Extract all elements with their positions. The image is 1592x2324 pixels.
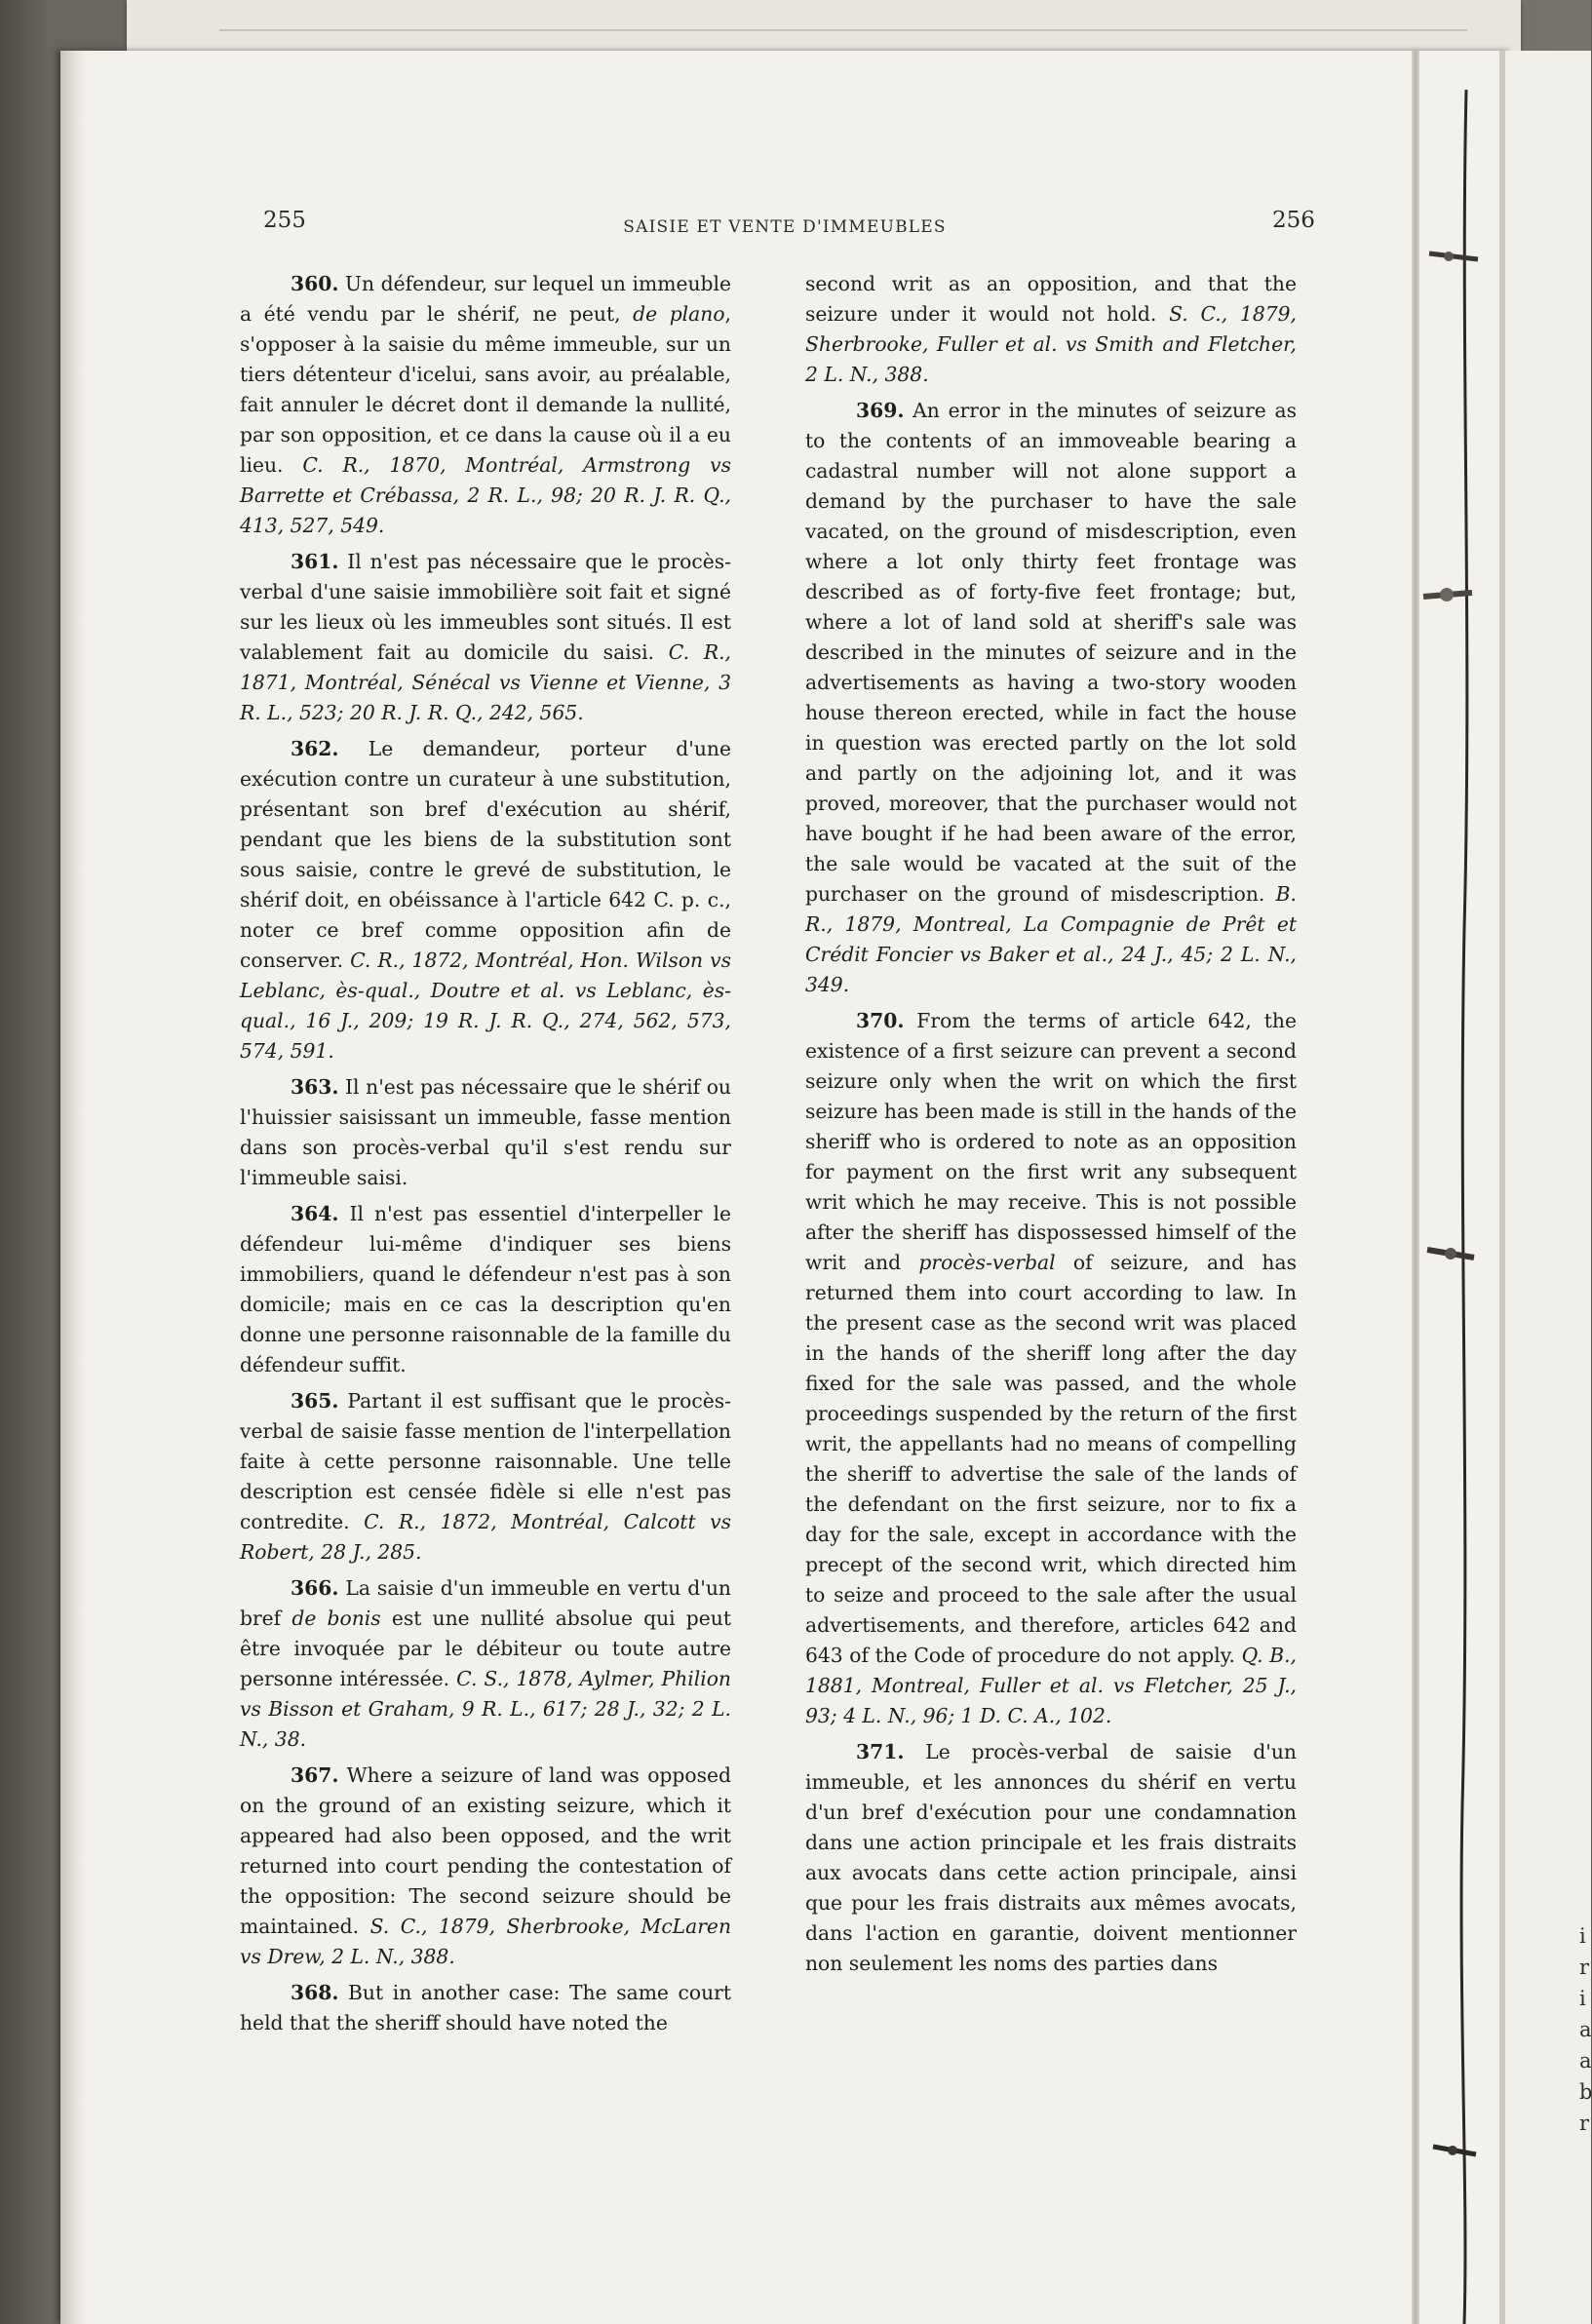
paragraph-text: Le demandeur, porteur d'une exécution contre un curateur à une substitution, présentant son bref d'exécution au shérif, pendant que les biens de la substitution sont sous saisie, contre le grevé de substitution, le shérif doit, en obéissance à l'article 642 C. p. c., noter ce bref comme opposition afin de conserver. [240,737,731,972]
paragraph-number: 370. [856,1009,905,1032]
running-title: SAISIE ET VENTE D'IMMEUBLES [623,217,947,237]
paragraph-text: Il n'est pas nécessaire que le procès-verbal d'une saisie immobilière soit fait et signé sur les lieux où les immeubles sont situés. Il est valablement fait au domicile du saisi. [240,550,731,664]
paragraph-italic: procès-verbal [918,1251,1056,1274]
left-column [240,269,731,2044]
paragraph-368 [240,1978,731,2038]
case-citation: B. R., 1879, Montreal, La Compagnie de Prêt et Crédit Foncier vs Baker et al., 24 J., 45; 2 L. N., 349. [805,882,1297,996]
paragraph-369 [805,396,1297,1000]
paragraph-360 [240,269,731,541]
paragraph-367 [240,1761,731,1972]
paragraph-371 [805,1737,1297,1979]
page-number-right: 256 [1272,208,1315,233]
paragraph-italic: de bonis [291,1607,381,1630]
fragment-line: a [1579,2018,1592,2041]
case-citation: C. S., 1878, Aylmer, Philion vs Bisson et Graham, 9 R. L., 617; 28 J., 32; 2 L. N., 38. [240,1667,731,1751]
page-number-left: 255 [263,208,306,233]
paragraph-text: , s'opposer à la saisie du même immeuble, sur un tiers détenteur d'icelui, sans avoir, au préalable, fait annuler le décret dont il demande la nullité, par son opposition, et ce dans la cause où il a eu lieu. [240,302,731,477]
paragraph-text: La saisie d'un immeuble en vertu d'un bref [240,1576,731,1630]
paragraph-number: 364. [291,1202,339,1225]
fragment-line: b [1579,2080,1592,2104]
paragraph-number: 361. [291,550,339,573]
paragraph-text: Partant il est suffisant que le procès-verbal de saisie fasse mention de l'interpellation faite à cette personne raisonnable. Une telle description est censée fidèle si elle n'est pas contredite. [240,1389,731,1533]
paragraph-number: 362. [291,737,339,760]
paragraph-text: second writ as an opposition, and that the seizure under it would not hold. [805,272,1297,326]
case-citation: S. C., 1879, Sherbrooke, McLaren vs Drew, 2 L. N., 388. [240,1915,732,1968]
paragraph-363 [240,1072,731,1193]
paragraph-366 [240,1573,731,1755]
paragraph-text: Un défendeur, sur lequel un immeuble a été vendu par le shérif, ne peut, [240,272,731,326]
paragraph-text: of seizure, and has returned them into court according to law. In the present case as the second writ was placed in the hands of the sheriff long after the day fixed for the sale was passed, and the whole proceedings suspended by the return of the first writ, the appellants had no means of compelling the sheriff to advertise the sale of the lands of the defendant on the first seizure, nor to fix a day for the sale, except in accordance with the precept of the second writ, which directed him to seize and proceed to the sale after the usual advertisements, and therefore, articles 642 and 643 of the Code of procedure do not apply. [805,1251,1297,1667]
page-gutter [1412,51,1419,2324]
right-column [805,269,1297,1985]
paragraph-text: Il n'est pas essentiel d'interpeller le défendeur lui-même d'indiquer ses biens immobiliers, quand le défendeur n'est pas à son domicile; mais en ce cas la description qu'en donne une personne raisonnable de la famille du défendeur suffit. [240,1202,731,1376]
paragraph-number: 366. [291,1576,339,1600]
paragraph-text: Le procès-verbal de saisie d'un immeuble, et les annonces du shérif en vertu d'un bref d'exécution pour une condamnation dans une action principale et les frais distraits aux avocats dans cette action principale, ainsi que pour les frais distraits aux mêmes avocats, dans l'action en garantie, doivent mentionner non seulement les noms des parties dans [805,1740,1297,1975]
paragraph-370 [805,1006,1297,1731]
paragraph-italic: de plano [633,302,725,326]
case-citation: C. R., 1871, Montréal, Sénécal vs Vienne et Vienne, 3 R. L., 523; 20 R. J. R. Q., 242, 565. [240,640,731,724]
paragraph-364 [240,1199,731,1380]
binding-thread-graphic [1419,51,1499,2324]
paragraph-number: 363. [291,1075,339,1099]
paragraph-text: Where a seizure of land was opposed on the ground of an existing seizure, which it appeared had also been opposed, and the writ returned into court pending the contestation of the opposition: The second seizure should be maintained. [240,1763,731,1938]
case-citation: S. C., 1879, Sherbrooke, Fuller et al. vs Smith and Fletcher, 2 L. N., 388. [805,302,1297,386]
paragraph-text: But in another case: The same court held that the sheriff should have noted the [240,1981,731,2034]
paragraph-368-continued [805,269,1297,390]
paragraph-362 [240,734,731,1066]
paragraph-365 [240,1386,731,1568]
fragment-line: r [1579,2111,1590,2135]
paragraph-361 [240,547,731,728]
paragraph-text: From the terms of article 642, the existence of a first seizure can prevent a second seizure only when the writ on which the first seizure has been made is still in the hands of the sheriff who is ordered to note as an opposition for payment on the first writ any subsequent writ which he may receive. This is not possible after the sheriff has dispossessed himself of the writ and [805,1009,1297,1274]
case-citation: C. R., 1872, Montréal, Calcott vs Robert, 28 J., 285. [240,1510,731,1564]
paragraph-text: est une nullité absolue qui peut être invoquée par le débiteur ou toute autre personne intéressée. [240,1607,731,1690]
binding-threads [1419,51,1499,2324]
fragment-line: i [1579,1924,1586,1948]
paragraph-number: 367. [291,1763,339,1787]
paragraph-number: 369. [856,399,905,422]
paragraph-number: 365. [291,1389,339,1413]
paragraph-number: 368. [291,1981,339,2004]
paragraph-number: 360. [291,272,339,295]
paragraph-text: Il n'est pas nécessaire que le shérif ou l'huissier saisissant un immeuble, fasse mention dans son procès-verbal qu'il s'est rendu sur l'immeuble saisi. [240,1075,731,1189]
case-citation: Q. B., 1881, Montreal, Fuller et al. vs Fletcher, 25 J., 93; 4 L. N., 96; 1 D. C. A., 102. [805,1644,1297,1727]
fragment-line: i [1579,1987,1586,2010]
case-citation: C. R., 1870, Montréal, Armstrong vs Barrette et Crébassa, 2 R. L., 98; 20 R. J. R. Q., 413, 527, 549. [240,453,732,537]
paragraph-number: 371. [856,1740,905,1763]
fragment-line: a [1579,2049,1592,2072]
paragraph-text: An error in the minutes of seizure as to the contents of an immoveable bearing a cadastral number will not alone support a demand by the purchaser to have the sale vacated, on the ground of misdescription, even where a lot only thirty feet frontage was described as of forty-five feet frontage; but, where a lot of land sold at sheriff's sale was described in the minutes of seizure and in the advertisements as having a two-story wooden house thereon erected, while in fact the house in question was erected partly on the lot sold and partly on the adjoining lot, and it was proved, moreover, that the purchaser would not have bought if he had been aware of the error, the sale would be vacated at the suit of the purchaser on the ground of misdescription. [805,399,1297,906]
case-citation: C. R., 1872, Montréal, Hon. Wilson vs Leblanc, ès-qual., Doutre et al. vs Leblanc, ès-qual., 16 J., 209; 19 R. J. R. Q., 274, 562, 573, 574, 591. [240,949,731,1063]
fragment-line: r [1579,1956,1590,1979]
adjacent-page-fragment [1499,51,1591,2324]
